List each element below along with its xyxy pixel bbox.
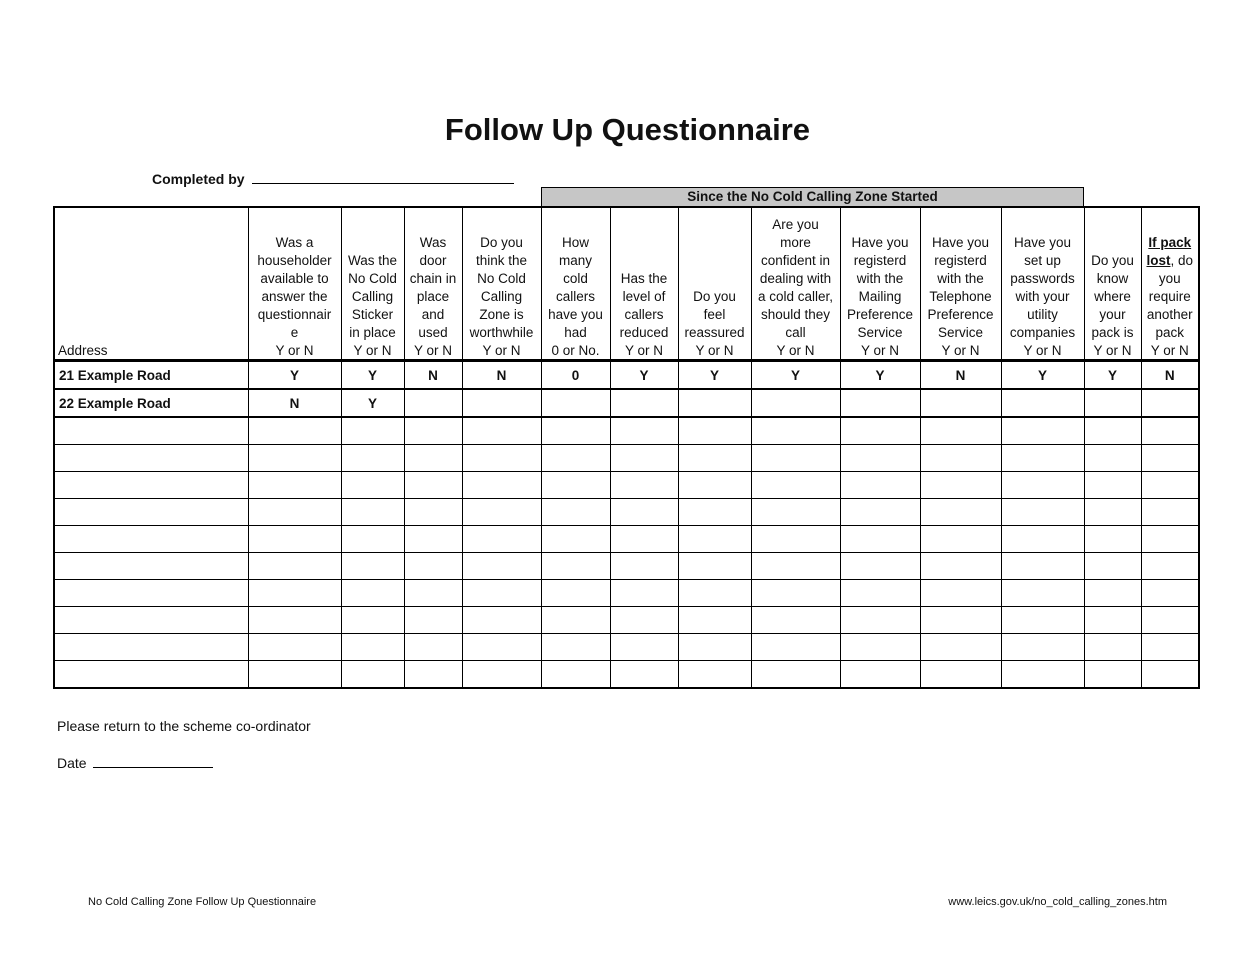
question-line: available to <box>260 271 329 286</box>
answer-cell[interactable] <box>1141 472 1199 499</box>
question-line: utility <box>1027 307 1058 322</box>
question-line: Have you <box>851 235 909 250</box>
answer-cell[interactable] <box>920 607 1001 634</box>
answer-cell[interactable] <box>1084 499 1141 526</box>
address-cell[interactable] <box>54 607 248 634</box>
question-line: know <box>1096 271 1129 286</box>
questionnaire-table <box>53 206 1200 689</box>
answer-cell[interactable] <box>751 634 840 661</box>
question-header-cell <box>751 207 840 343</box>
answer-cell[interactable] <box>541 499 610 526</box>
question-line: require <box>1148 289 1191 304</box>
answer-cell[interactable] <box>1001 607 1084 634</box>
answer-cell[interactable] <box>541 580 610 607</box>
answer-cell[interactable] <box>1141 661 1199 689</box>
answer-cell[interactable] <box>678 661 751 689</box>
address-header: Address <box>54 343 248 361</box>
answer-cell[interactable] <box>840 580 920 607</box>
answer-cell[interactable] <box>610 417 678 445</box>
answer-cell[interactable] <box>1141 445 1199 472</box>
address-cell[interactable] <box>54 553 248 580</box>
footer-title: No Cold Calling Zone Follow Up Questionnaire <box>88 896 317 908</box>
answer-cell[interactable] <box>541 445 610 472</box>
answer-format-cell: Y or N <box>751 343 840 361</box>
address-cell[interactable] <box>54 634 248 661</box>
answer-cell[interactable] <box>920 389 1001 417</box>
answer-cell[interactable] <box>404 553 462 580</box>
answer-cell[interactable] <box>248 526 341 553</box>
answer-format-cell: Y or N <box>840 343 920 361</box>
footer-url: www.leics.gov.uk/no_cold_calling_zones.htm <box>948 896 1167 908</box>
answer-cell[interactable] <box>541 389 610 417</box>
question-line: lost, do <box>1146 253 1194 268</box>
question-line: passwords <box>1010 271 1075 286</box>
answer-cell[interactable] <box>840 417 920 445</box>
question-line: level of <box>622 289 666 304</box>
answer-cell[interactable]: Y <box>248 361 341 390</box>
answer-cell[interactable] <box>541 553 610 580</box>
question-line: Service <box>937 325 983 340</box>
table-row <box>54 526 1199 553</box>
question-header-row <box>54 207 1199 343</box>
answer-cell[interactable]: N <box>248 389 341 417</box>
answer-cell[interactable] <box>341 499 404 526</box>
question-line: Was <box>419 235 447 250</box>
question-line: many <box>558 253 592 268</box>
header-blank-cell <box>54 207 248 343</box>
answer-cell[interactable] <box>404 661 462 689</box>
question-line: with the <box>937 271 984 286</box>
address-cell[interactable]: 21 Example Road <box>54 361 248 390</box>
address-cell[interactable]: 22 Example Road <box>54 389 248 417</box>
table-row <box>54 361 1199 390</box>
answer-cell[interactable] <box>1084 661 1141 689</box>
table-row <box>54 661 1199 689</box>
answer-cell[interactable] <box>1084 580 1141 607</box>
answer-cell[interactable] <box>341 661 404 689</box>
answer-cell[interactable] <box>1141 634 1199 661</box>
answer-format-cell: Y or N <box>610 343 678 361</box>
question-line: used <box>418 325 448 340</box>
answer-cell[interactable] <box>462 526 541 553</box>
answer-cell[interactable] <box>920 445 1001 472</box>
answer-cell[interactable]: Y <box>840 361 920 390</box>
question-line: callers <box>624 307 664 322</box>
date-field <box>57 755 213 771</box>
answer-cell[interactable] <box>341 417 404 445</box>
question-line: with your <box>1015 289 1070 304</box>
table-row <box>54 417 1199 445</box>
answer-cell[interactable] <box>920 634 1001 661</box>
answer-cell[interactable] <box>1001 499 1084 526</box>
answer-cell[interactable] <box>610 499 678 526</box>
question-header-cell <box>1001 207 1084 343</box>
address-cell[interactable] <box>54 580 248 607</box>
question-line: answer the <box>261 289 328 304</box>
answer-cell[interactable]: N <box>1141 361 1199 390</box>
answer-cell[interactable] <box>840 445 920 472</box>
answer-cell[interactable] <box>462 417 541 445</box>
question-line: If pack <box>1148 235 1192 250</box>
question-line: callers <box>555 289 595 304</box>
answer-cell[interactable]: N <box>462 361 541 390</box>
answer-cell[interactable] <box>1001 389 1084 417</box>
answer-cell[interactable] <box>920 417 1001 445</box>
answer-cell[interactable] <box>248 472 341 499</box>
question-line: reassured <box>684 325 745 340</box>
answer-cell[interactable] <box>462 445 541 472</box>
answer-cell[interactable] <box>248 499 341 526</box>
answer-cell[interactable] <box>541 661 610 689</box>
answer-cell[interactable] <box>1001 553 1084 580</box>
question-line: Zone is <box>479 307 524 322</box>
answer-cell[interactable]: Y <box>751 361 840 390</box>
question-line: Was the <box>347 253 398 268</box>
question-header-cell <box>610 207 678 343</box>
question-line: Are you <box>772 217 819 232</box>
answer-cell[interactable]: Y <box>341 361 404 390</box>
completed-by-line[interactable] <box>252 171 514 184</box>
question-line: householder <box>257 253 332 268</box>
answer-format-cell: 0 or No. <box>541 343 610 361</box>
answer-cell[interactable] <box>1141 417 1199 445</box>
answer-cell[interactable] <box>1001 580 1084 607</box>
answer-cell[interactable] <box>678 417 751 445</box>
answer-cell[interactable] <box>920 499 1001 526</box>
answer-cell[interactable]: N <box>404 361 462 390</box>
answer-cell[interactable] <box>751 580 840 607</box>
answer-cell[interactable]: Y <box>1084 361 1141 390</box>
answer-format-cell: Y or N <box>341 343 404 361</box>
question-header-cell <box>248 207 341 343</box>
answer-cell[interactable] <box>462 607 541 634</box>
answer-cell[interactable] <box>1001 526 1084 553</box>
question-line: Preference <box>846 307 914 322</box>
answer-cell[interactable] <box>840 526 920 553</box>
question-line: dealing with <box>759 271 832 286</box>
answer-cell[interactable] <box>1001 634 1084 661</box>
answer-cell[interactable] <box>404 417 462 445</box>
answer-cell[interactable] <box>678 445 751 472</box>
answer-cell[interactable] <box>1001 417 1084 445</box>
answer-cell[interactable] <box>541 417 610 445</box>
answer-cell[interactable] <box>404 634 462 661</box>
question-line: Do you <box>480 235 523 250</box>
since-banner: Since the No Cold Calling Zone Started <box>541 187 1084 206</box>
answer-cell[interactable] <box>678 553 751 580</box>
question-header-cell <box>1084 207 1141 343</box>
answer-cell[interactable] <box>920 526 1001 553</box>
answer-cell[interactable] <box>404 526 462 553</box>
question-line: registerd <box>934 253 987 268</box>
table-row <box>54 553 1199 580</box>
answer-cell[interactable] <box>678 499 751 526</box>
address-cell[interactable] <box>54 526 248 553</box>
date-line[interactable] <box>93 755 213 768</box>
question-line: Do you <box>1091 253 1134 268</box>
answer-cell[interactable] <box>610 634 678 661</box>
answer-cell[interactable] <box>248 607 341 634</box>
answer-format-cell: Y or N <box>248 343 341 361</box>
answer-cell[interactable] <box>404 389 462 417</box>
question-line: another <box>1146 307 1193 322</box>
table-row <box>54 580 1199 607</box>
answer-cell[interactable] <box>840 389 920 417</box>
question-line: you <box>1158 271 1181 286</box>
answer-cell[interactable] <box>462 634 541 661</box>
table-row <box>54 389 1199 417</box>
answer-cell[interactable] <box>1141 580 1199 607</box>
answer-cell[interactable] <box>341 634 404 661</box>
answer-cell[interactable] <box>341 472 404 499</box>
answer-cell[interactable] <box>541 634 610 661</box>
table-row <box>54 634 1199 661</box>
question-line: a cold caller, <box>757 289 834 304</box>
question-line: questionnair <box>257 307 332 322</box>
question-line: worthwhile <box>469 325 534 340</box>
answer-cell[interactable] <box>248 661 341 689</box>
answer-cell[interactable] <box>248 445 341 472</box>
answer-cell[interactable] <box>610 661 678 689</box>
question-line: reduced <box>619 325 669 340</box>
question-line: place <box>416 289 450 304</box>
question-line: feel <box>703 307 726 322</box>
answer-cell[interactable]: N <box>920 361 1001 390</box>
answer-cell[interactable] <box>462 661 541 689</box>
date-label: Date <box>57 755 87 771</box>
question-line: pack is <box>1091 325 1134 340</box>
answer-format-cell: Y or N <box>462 343 541 361</box>
page-title: Follow Up Questionnaire <box>444 112 811 147</box>
question-line: cold <box>563 271 588 286</box>
question-line: Telephone <box>929 289 992 304</box>
question-line: Have you <box>931 235 990 250</box>
answer-cell[interactable] <box>840 472 920 499</box>
question-line: pack <box>1155 325 1185 340</box>
answer-cell[interactable] <box>404 445 462 472</box>
answer-cell[interactable] <box>404 472 462 499</box>
question-line: Calling <box>351 289 394 304</box>
answer-cell[interactable] <box>920 472 1001 499</box>
answer-cell[interactable] <box>404 607 462 634</box>
completed-by-label: Completed by <box>152 171 245 187</box>
answer-cell[interactable] <box>248 417 341 445</box>
question-line: think the <box>475 253 528 268</box>
question-line: No Cold <box>348 271 397 286</box>
answer-cell[interactable] <box>1084 472 1141 499</box>
return-note: Please return to the scheme co-ordinator <box>57 718 311 734</box>
question-line: and <box>421 307 445 322</box>
table-row <box>54 499 1199 526</box>
question-header-cell <box>541 207 610 343</box>
answer-cell[interactable] <box>610 580 678 607</box>
answer-cell[interactable] <box>1084 553 1141 580</box>
answer-cell[interactable] <box>610 607 678 634</box>
answer-cell[interactable] <box>678 389 751 417</box>
question-line: Do you <box>693 289 736 304</box>
question-line: chain in <box>409 271 457 286</box>
question-line: registerd <box>853 253 907 268</box>
table-row <box>54 445 1199 472</box>
question-header-cell <box>1141 207 1199 343</box>
question-line: door <box>419 253 447 268</box>
answer-cell[interactable] <box>541 472 610 499</box>
answer-cell[interactable] <box>341 580 404 607</box>
question-line: How <box>561 235 589 250</box>
answer-cell[interactable] <box>462 580 541 607</box>
answer-cell[interactable] <box>462 553 541 580</box>
table-row <box>54 607 1199 634</box>
question-header-cell <box>341 207 404 343</box>
answer-cell[interactable] <box>1141 553 1199 580</box>
answer-cell[interactable] <box>751 526 840 553</box>
answer-format-cell: Y or N <box>1084 343 1141 361</box>
table-row <box>54 472 1199 499</box>
answer-cell[interactable] <box>610 472 678 499</box>
completed-by-field <box>152 171 514 187</box>
question-line: set up <box>1024 253 1061 268</box>
question-line: Calling <box>480 289 523 304</box>
answer-cell[interactable] <box>920 580 1001 607</box>
answer-cell[interactable] <box>541 526 610 553</box>
answer-cell[interactable] <box>751 445 840 472</box>
answer-cell[interactable]: 0 <box>541 361 610 390</box>
answer-cell[interactable] <box>751 607 840 634</box>
answer-cell[interactable] <box>751 472 840 499</box>
answer-cell[interactable] <box>678 607 751 634</box>
answer-cell[interactable] <box>751 499 840 526</box>
question-line: e <box>290 325 299 340</box>
question-header-cell <box>920 207 1001 343</box>
question-line: Was a <box>275 235 314 250</box>
answer-cell[interactable] <box>341 607 404 634</box>
question-line: more <box>780 235 811 250</box>
answer-cell[interactable] <box>462 389 541 417</box>
answer-cell[interactable] <box>1084 389 1141 417</box>
answer-cell[interactable] <box>1001 661 1084 689</box>
answer-cell[interactable] <box>678 526 751 553</box>
address-cell[interactable] <box>54 417 248 445</box>
answer-cell[interactable] <box>341 445 404 472</box>
question-line: call <box>785 325 806 340</box>
answer-cell[interactable] <box>1141 526 1199 553</box>
question-line: Has the <box>620 271 668 286</box>
answer-cell[interactable] <box>840 499 920 526</box>
answer-format-row <box>54 343 1199 361</box>
question-line: No Cold <box>477 271 526 286</box>
answer-cell[interactable] <box>751 553 840 580</box>
answer-cell[interactable] <box>341 553 404 580</box>
answer-cell[interactable]: Y <box>678 361 751 390</box>
answer-cell[interactable] <box>1084 417 1141 445</box>
answer-cell[interactable] <box>248 634 341 661</box>
answer-cell[interactable]: Y <box>341 389 404 417</box>
question-line: with the <box>856 271 904 286</box>
question-line: Have you <box>1013 235 1072 250</box>
address-cell[interactable] <box>54 445 248 472</box>
answer-cell[interactable] <box>404 580 462 607</box>
answer-cell[interactable] <box>1084 526 1141 553</box>
question-header-cell <box>840 207 920 343</box>
answer-cell[interactable] <box>1141 607 1199 634</box>
answer-cell[interactable] <box>1001 472 1084 499</box>
question-line: where <box>1094 289 1131 304</box>
answer-cell[interactable] <box>1141 499 1199 526</box>
answer-cell[interactable] <box>840 634 920 661</box>
answer-cell[interactable]: Y <box>610 361 678 390</box>
answer-cell[interactable] <box>751 417 840 445</box>
answer-cell[interactable] <box>610 553 678 580</box>
address-cell[interactable] <box>54 472 248 499</box>
question-line: Sticker <box>351 307 394 322</box>
answer-cell[interactable] <box>248 553 341 580</box>
answer-cell[interactable] <box>248 580 341 607</box>
answer-cell[interactable] <box>920 661 1001 689</box>
answer-cell[interactable] <box>1084 607 1141 634</box>
question-header-cell <box>678 207 751 343</box>
answer-cell[interactable] <box>840 607 920 634</box>
answer-cell[interactable] <box>751 661 840 689</box>
answer-format-cell: Y or N <box>678 343 751 361</box>
answer-cell[interactable] <box>1001 445 1084 472</box>
question-header-cell <box>404 207 462 343</box>
question-line: companies <box>1009 325 1076 340</box>
answer-format-cell: Y or N <box>1001 343 1084 361</box>
address-cell[interactable] <box>54 499 248 526</box>
answer-format-cell: Y or N <box>404 343 462 361</box>
answer-format-cell: Y or N <box>1141 343 1199 361</box>
answer-cell[interactable] <box>610 526 678 553</box>
answer-cell[interactable] <box>678 472 751 499</box>
answer-cell[interactable] <box>920 553 1001 580</box>
answer-cell[interactable] <box>610 445 678 472</box>
question-line: Service <box>857 325 903 340</box>
question-line: Preference <box>927 307 994 322</box>
answer-cell[interactable] <box>678 634 751 661</box>
question-line: should they <box>760 307 831 322</box>
answer-cell[interactable]: Y <box>1001 361 1084 390</box>
question-line: Mailing <box>858 289 902 304</box>
answer-cell[interactable] <box>840 661 920 689</box>
question-line: in place <box>349 325 396 340</box>
answer-cell[interactable] <box>610 389 678 417</box>
answer-cell[interactable] <box>462 499 541 526</box>
answer-cell[interactable] <box>1084 445 1141 472</box>
answer-cell[interactable] <box>462 472 541 499</box>
answer-cell[interactable] <box>1141 389 1199 417</box>
answer-cell[interactable] <box>840 553 920 580</box>
answer-cell[interactable] <box>678 580 751 607</box>
answer-cell[interactable] <box>404 499 462 526</box>
answer-cell[interactable] <box>541 607 610 634</box>
address-cell[interactable] <box>54 661 248 689</box>
answer-format-cell: Y or N <box>920 343 1001 361</box>
answer-cell[interactable] <box>1084 634 1141 661</box>
question-line: have you <box>548 307 603 322</box>
question-line: confident in <box>760 253 831 268</box>
answer-cell[interactable] <box>751 389 840 417</box>
answer-cell[interactable] <box>341 526 404 553</box>
question-line: your <box>1099 307 1126 322</box>
question-header-cell <box>462 207 541 343</box>
question-line: had <box>564 325 587 340</box>
